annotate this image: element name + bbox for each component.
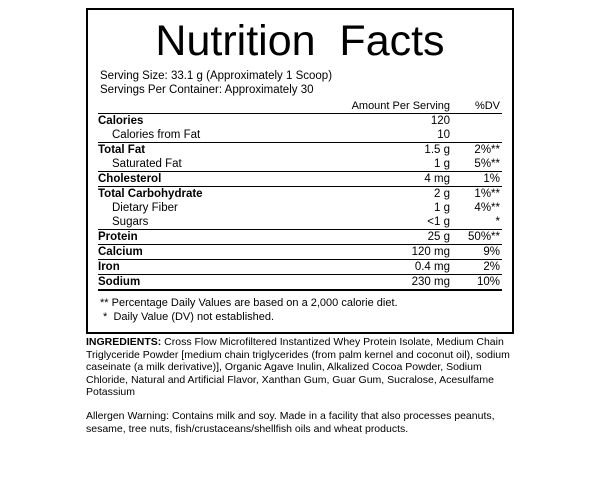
row-dv: 4%** bbox=[474, 202, 500, 214]
table-row bbox=[98, 114, 502, 129]
nutrition-facts-panel bbox=[86, 8, 514, 334]
row-dv: 50%** bbox=[450, 230, 502, 245]
row-amount: 1 g bbox=[434, 202, 450, 214]
row-amount: 120 mg bbox=[352, 245, 450, 260]
row-name: Iron bbox=[98, 260, 352, 275]
table-row bbox=[98, 230, 502, 245]
row-name: Calories bbox=[98, 115, 144, 127]
row-dv bbox=[450, 114, 502, 129]
serving-size: Serving Size: 33.1 g (Approximately 1 Scoop) bbox=[100, 70, 333, 82]
table-row bbox=[98, 215, 502, 230]
header-amount-per-serving: Amount Per Serving bbox=[351, 100, 450, 112]
allergen-warning: Allergen Warning: Contains milk and soy. Made in a facility that also processes peanuts, sesame, tree nuts, fish/crustaceans/shellfish oils and wheat products. bbox=[86, 409, 495, 435]
row-name: Sugars bbox=[112, 216, 149, 228]
row-dv: 5%** bbox=[474, 158, 500, 170]
table-bottom-rule bbox=[98, 290, 502, 291]
row-name: Saturated Fat bbox=[112, 158, 182, 170]
table-row bbox=[98, 245, 502, 260]
page-title: Nutrition Facts bbox=[155, 17, 445, 65]
table-row bbox=[98, 187, 502, 202]
row-amount: 4 mg bbox=[352, 172, 450, 187]
serving-info bbox=[98, 70, 502, 97]
row-amount: 1 g bbox=[434, 158, 450, 170]
footnotes bbox=[98, 296, 502, 324]
row-dv: 1% bbox=[450, 172, 502, 187]
row-name: Calcium bbox=[98, 245, 352, 260]
row-name: Total Carbohydrate bbox=[98, 187, 352, 202]
row-amount: 10 bbox=[437, 129, 450, 141]
row-amount: 230 mg bbox=[352, 275, 450, 291]
row-amount: 1.5 g bbox=[352, 143, 450, 158]
row-amount: 120 bbox=[430, 115, 450, 127]
footnote-dv-not-established: * Daily Value (DV) not established. bbox=[100, 311, 275, 323]
ingredients-heading: INGREDIENTS: bbox=[86, 336, 162, 348]
table-row bbox=[98, 157, 502, 172]
row-dv: 9% bbox=[450, 245, 502, 260]
row-amount: 25 g bbox=[352, 230, 450, 245]
table-header-row bbox=[98, 99, 502, 114]
servings-per-container: Servings Per Container: Approximately 30 bbox=[100, 83, 314, 96]
footnote-daily-values: ** Percentage Daily Values are based on a 2,000 calorie diet. bbox=[100, 297, 398, 309]
row-dv: 2% bbox=[450, 260, 502, 275]
ingredients-text: Cross Flow Microfiltered Instantized Whey Protein Isolate, Medium Chain Triglyceride Powder [medium chain triglycerides (from palm kernel and coconut oil), sodium caseinate (a milk derivative)], Organic Agave Inulin, Alkalized Cocoa Powder, Sodium Chloride, Natural and Artificial Flavor, Xanthan Gum, Guar Gum, Sucralose, Acesulfame Potassium bbox=[86, 336, 510, 399]
ingredients-paragraph bbox=[86, 336, 518, 399]
header-blank bbox=[98, 99, 352, 114]
row-amount: 2 g bbox=[352, 187, 450, 202]
table-row bbox=[98, 143, 502, 158]
row-dv bbox=[450, 128, 502, 143]
table-row bbox=[98, 201, 502, 215]
row-dv: 1%** bbox=[450, 187, 502, 202]
row-name: Calories from Fat bbox=[112, 129, 201, 141]
row-name: Dietary Fiber bbox=[112, 202, 178, 214]
row-name: Sodium bbox=[98, 275, 352, 291]
row-dv: 2%** bbox=[450, 143, 502, 158]
table-row bbox=[98, 172, 502, 187]
row-name: Protein bbox=[98, 230, 352, 245]
nutrition-table bbox=[98, 99, 502, 291]
row-amount: <1 g bbox=[427, 216, 450, 228]
row-dv: 10% bbox=[450, 275, 502, 291]
row-dv: * bbox=[495, 216, 500, 228]
row-amount: 0.4 mg bbox=[352, 260, 450, 275]
row-name: Cholesterol bbox=[98, 172, 352, 187]
table-row bbox=[98, 260, 502, 275]
header-percent-dv: %DV bbox=[450, 99, 502, 114]
table-row bbox=[98, 275, 502, 291]
row-name: Total Fat bbox=[98, 143, 352, 158]
table-row bbox=[98, 128, 502, 143]
ingredients-section bbox=[86, 336, 518, 435]
